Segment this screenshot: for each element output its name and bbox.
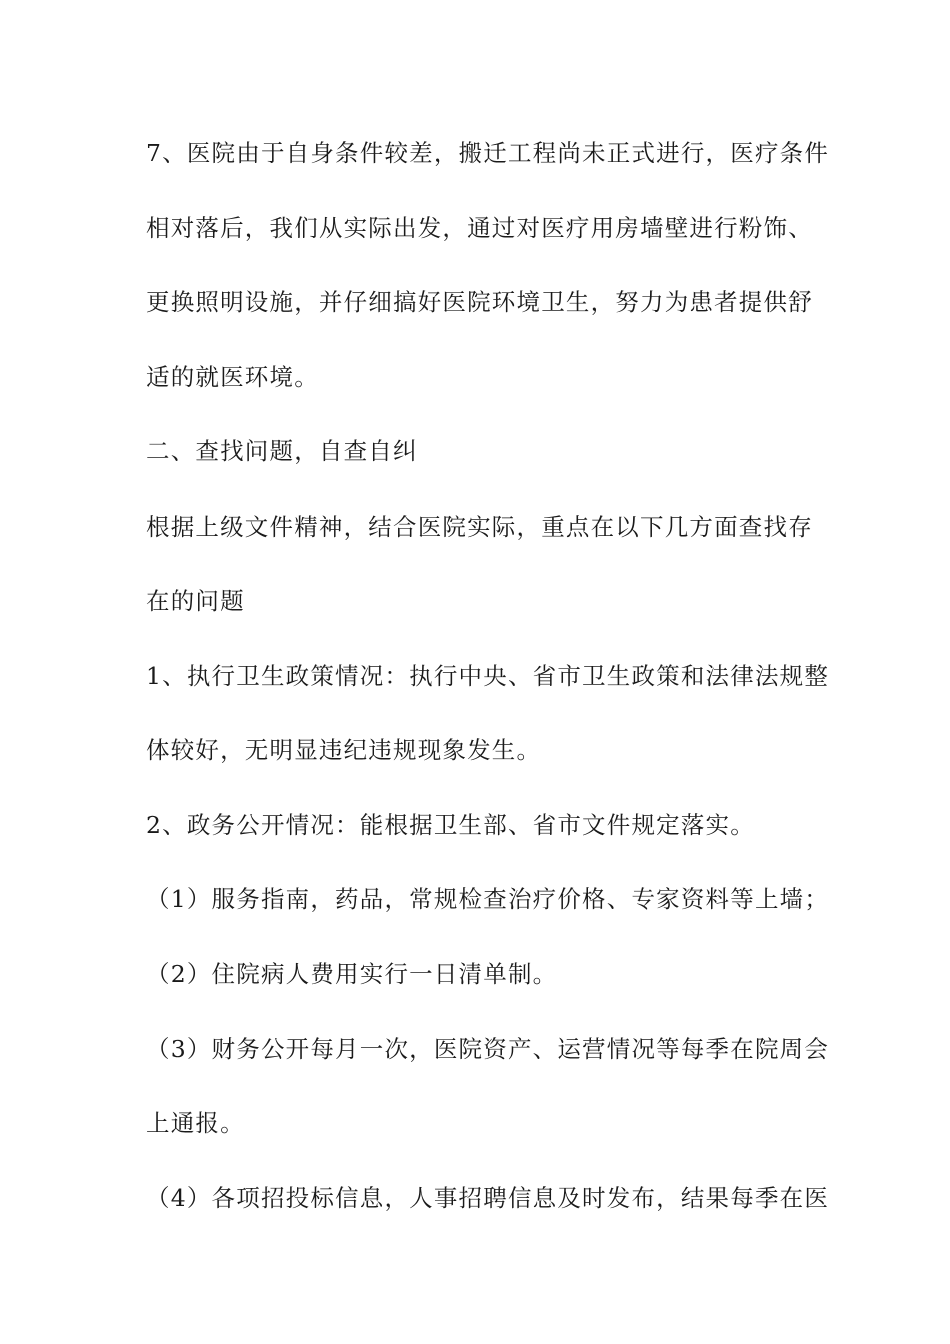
paragraph-item-7-line-4: 适的就医环境。 (146, 363, 319, 391)
section-heading: 二、查找问题，自查自纠 (146, 437, 418, 465)
paragraph-item-7-line-1: 7、医院由于自身条件较差，搬迁工程尚未正式进行，医疗条件 (146, 139, 830, 167)
paragraph-item-7-line-3: 更换照明设施，并仔细搞好医院环境卫生，努力为患者提供舒 (146, 288, 813, 316)
item-2-line-1: 2、政务公开情况：能根据卫生部、省市文件规定落实。 (146, 811, 755, 839)
sub-item-3-line-2: 上通报。 (146, 1109, 245, 1137)
paragraph-item-7-line-2: 相对落后，我们从实际出发，通过对医疗用房墙壁进行粉饰、 (146, 214, 813, 242)
sub-item-2: （2）住院病人费用实行一日清单制。 (146, 960, 558, 988)
intro-paragraph-line-1: 根据上级文件精神，结合医院实际，重点在以下几方面查找存 (146, 513, 813, 541)
sub-item-3-line-1: （3）财务公开每月一次，医院资产、运营情况等每季在院周会 (146, 1035, 830, 1063)
intro-paragraph-line-2: 在的问题 (146, 587, 245, 615)
sub-item-4-line-1: （4）各项招投标信息，人事招聘信息及时发布，结果每季在医 (146, 1184, 830, 1212)
item-1-line-2: 体较好，无明显违纪违规现象发生。 (146, 736, 542, 764)
item-1-line-1: 1、执行卫生政策情况：执行中央、省市卫生政策和法律法规整 (146, 662, 830, 690)
sub-item-1: （1）服务指南，药品，常规检查治疗价格、专家资料等上墙； (146, 885, 830, 913)
